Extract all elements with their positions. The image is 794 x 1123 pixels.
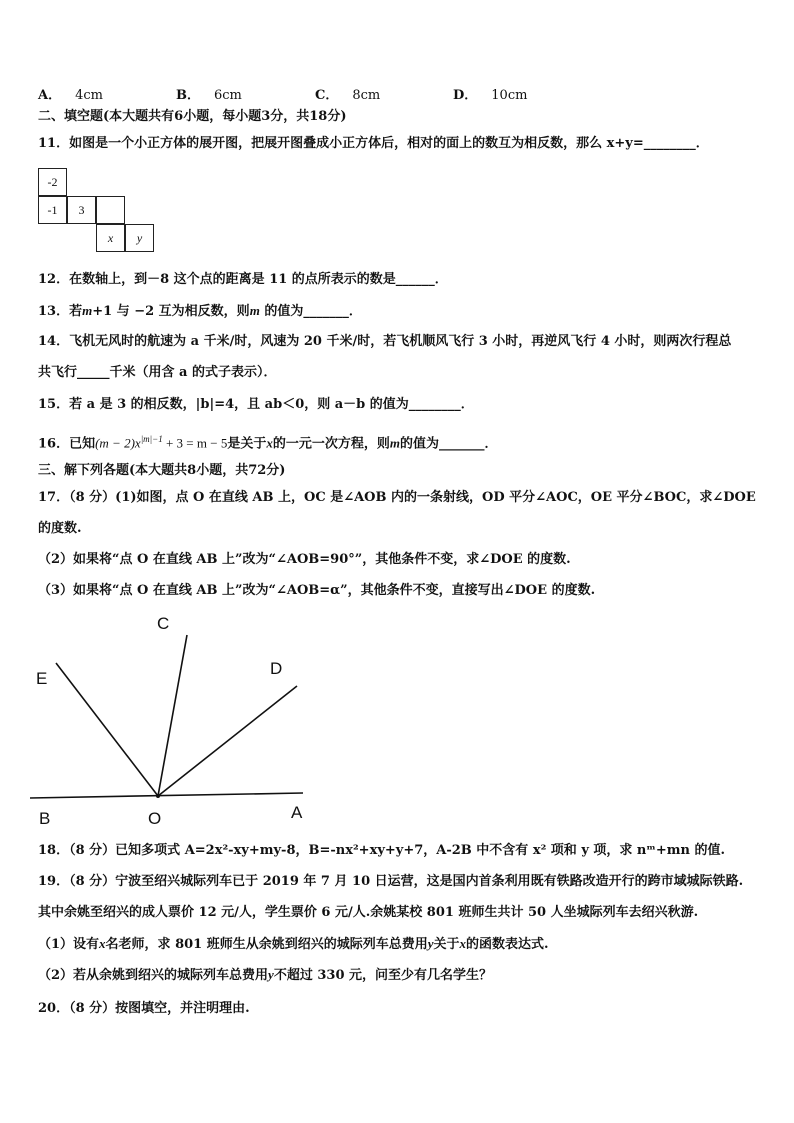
question-17-part2: （2）如果将“点 O 在直线 AB 上”改为“∠AOB=90°”，其他条件不变，求∠DOE 的度数. xyxy=(38,552,571,567)
question-19-line2: 其中余姚至绍兴的成人票价 12 元/人，学生票价 6 元/人.余姚某校 801 班师生共计 50 人坐城际列车去绍兴秋游. xyxy=(38,905,699,920)
q19-text: 关于 xyxy=(433,937,460,952)
q16-text: 16．已知 xyxy=(38,436,96,452)
option-value: 8cm xyxy=(352,88,381,103)
question-17-line1: 17．（8 分）(1)如图，点 O 在直线 AB 上，OC 是∠AOB 内的一条射线，OD 平分∠AOC，OE 平分∠BOC，求∠DOE xyxy=(38,490,756,505)
label-b: B xyxy=(39,809,51,828)
math-var: m xyxy=(389,435,400,451)
option-value: 4cm xyxy=(75,88,103,103)
math-var: x xyxy=(99,936,106,951)
q16-text: 是关于 xyxy=(227,436,267,452)
q19-text: （2）若从余姚到绍兴的城际列车总费用 xyxy=(38,968,269,983)
q16-text: 的值为_______． xyxy=(399,436,498,452)
math-var: y xyxy=(268,967,274,982)
math-var: y xyxy=(427,936,434,951)
net-cell: 3 xyxy=(67,196,96,224)
section-heading-solve: 三、解下列各题(本大题共8小题，共72分) xyxy=(38,463,286,478)
question-17-line2: 的度数. xyxy=(38,521,82,536)
net-cell xyxy=(96,196,125,224)
option-a xyxy=(38,84,103,103)
ray-oe xyxy=(56,663,158,796)
q19-text: 的函数表达式. xyxy=(466,937,549,952)
angle-figure xyxy=(30,610,320,835)
ray-od xyxy=(158,686,297,796)
question-14-line1: 14．飞机无风时的航速为 a 千米/时，风速为 20 千米/时，若飞机顺风飞行 3 小时，再逆风飞行 4 小时，则两次行程总 xyxy=(38,334,732,349)
option-c xyxy=(315,84,380,103)
label-e: E xyxy=(36,669,48,688)
question-17-part3: （3）如果将“点 O 在直线 AB 上”改为“∠AOB=α”，其他条件不变，直接写出∠DOE 的度数. xyxy=(38,583,596,598)
option-b xyxy=(176,84,242,103)
label-o: O xyxy=(148,809,162,828)
net-cell: -1 xyxy=(38,196,67,224)
option-letter: A． xyxy=(38,88,62,103)
math-expression: + 3 = m − 5 xyxy=(162,435,228,451)
label-c: C xyxy=(157,614,170,633)
math-exponent: |m|−1 xyxy=(140,434,163,444)
question-11: 11．如图是一个小正方体的展开图，把展开图叠成小正方体后，相对的面上的数互为相反数，那么 x+y=________． xyxy=(38,136,709,151)
question-20: 20．（8 分）按图填空，并注明理由. xyxy=(38,1001,250,1016)
net-cell: x xyxy=(96,224,125,252)
math-expression: (m − 2)x xyxy=(95,435,141,451)
math-var: x xyxy=(266,435,273,451)
question-15: 15．若 a 是 3 的相反数，|b|=4，且 ab＜0，则 a－b 的值为________． xyxy=(38,397,474,412)
question-19-line1: 19．（8 分）宁波至绍兴城际列车已于 2019 年 7 月 10 日运营，这是国内首条利用既有铁路改造开行的跨市域城际铁路. xyxy=(38,874,744,889)
option-letter: B． xyxy=(176,88,200,103)
q13-text: 的值为_______． xyxy=(259,304,362,319)
question-12: 12．在数轴上，到－8 这个点的距离是 11 的点所表示的数是______． xyxy=(38,272,448,287)
option-value: 6cm xyxy=(214,88,242,103)
option-d xyxy=(453,84,527,103)
math-var: m xyxy=(249,303,260,318)
question-16 xyxy=(38,431,498,452)
q13-text: 13．若 xyxy=(38,304,83,319)
q19-text: （1）设有 xyxy=(38,937,100,952)
math-var: m xyxy=(82,303,93,318)
question-14-line2: 共飞行_____千米（用含 a 的式子表示）． xyxy=(38,365,277,380)
point-o xyxy=(156,794,160,798)
ray-oc xyxy=(158,635,187,796)
section-heading-fill-in: 二、填空题(本大题共有6小题，每小题3分，共18分) xyxy=(38,109,347,124)
option-letter: D． xyxy=(453,88,478,103)
net-cell: -2 xyxy=(38,168,67,196)
option-value: 10cm xyxy=(491,88,528,103)
label-d: D xyxy=(270,659,283,678)
question-18: 18．（8 分）已知多项式 A=2x²-xy+my-8，B=-nx²+xy+y+7，A-2B 中不含有 x² 项和 y 项，求 nᵐ+mn 的值. xyxy=(38,843,725,858)
question-13 xyxy=(38,303,362,320)
option-letter: C． xyxy=(315,88,339,103)
q19-text: 不超过 330 元，问至少有几名学生？ xyxy=(273,968,493,983)
question-19-part1 xyxy=(38,936,549,953)
q19-text: 名老师，求 801 班师生从余姚到绍兴的城际列车总费用 xyxy=(105,937,428,952)
q16-text: 的一元一次方程，则 xyxy=(272,436,390,452)
net-cell: y xyxy=(125,224,154,252)
q13-text: +1 与 −2 互为相反数，则 xyxy=(92,304,250,319)
line-ab xyxy=(30,793,303,798)
question-19-part2 xyxy=(38,967,492,984)
math-var: x xyxy=(459,936,467,951)
label-a: A xyxy=(291,803,303,822)
